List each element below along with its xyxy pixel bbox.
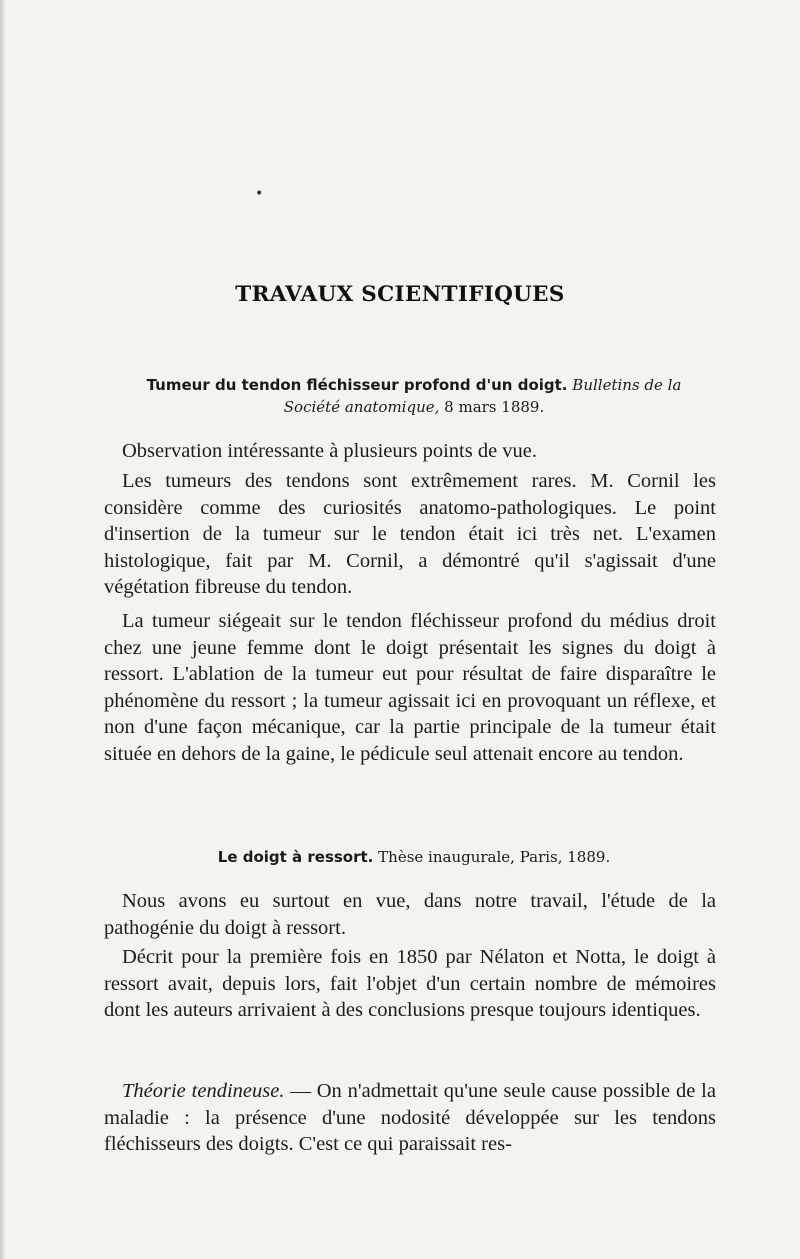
stray-mark: • bbox=[255, 186, 264, 202]
paragraph-tumeur-siegeait: La tumeur siégeait sur le tendon fléchisseur profond du médius droit chez une jeune femme dont le doigt présentait les signes du doigt à ressort. L'ablation de la tumeur eut pour résultat de faire disparaître le phénomène du ressort ; la tumeur agissait ici en provoquant un réflexe, et non d'une façon mécanique, car la partie principale de la tumeur était située en dehors de la gaine, le pédicule seul attenait encore au tendon. bbox=[104, 610, 716, 765]
entry-journal-continued: Société anatomique, bbox=[283, 398, 440, 416]
entry-heading-doigt-ressort bbox=[104, 846, 724, 868]
entry-journal: Bulletins de la bbox=[572, 376, 682, 394]
page-edge-shadow bbox=[0, 0, 6, 1259]
paragraph-text: — On n'admettait qu'une seule cause possible de la maladie : la présence d'une nodosité développée sur les tendons fléchisseurs des doigts. C'est ce qui paraissait res- bbox=[104, 1080, 716, 1155]
section-label: Théorie tendineuse. bbox=[122, 1080, 285, 1102]
entry-date: 8 mars 1889. bbox=[444, 398, 545, 416]
paragraph-travail: Nous avons eu surtout en vue, dans notre travail, l'étude de la pathogénie du doigt à ressort. bbox=[104, 890, 716, 939]
paragraph-tumeurs-rares: Les tumeurs des tendons sont extrêmement rares. M. Cornil les considère comme des curiosités anatomo-pathologiques. Le point d'insertion de la tumeur sur le tendon était ici très net. L'examen histologique, fait par M. Cornil, a démontré qu'il s'agissait d'une végétation fibreuse du tendon. bbox=[104, 470, 716, 598]
paragraph-theorie-tendineuse bbox=[104, 1078, 716, 1158]
paragraph-observation: Observation intéressante à plusieurs points de vue. bbox=[122, 440, 538, 462]
entry-reference: Thèse inaugurale, Paris, 1889. bbox=[378, 848, 611, 866]
entry-title: Le doigt à ressort. bbox=[217, 848, 374, 866]
paragraph-decrit: Décrit pour la première fois en 1850 par Nélaton et Notta, le doigt à ressort avait, depuis lors, fait l'objet d'un certain nombre de mémoires dont les auteurs arrivaient à des conclusions presque toujours identiques. bbox=[104, 946, 716, 1021]
entry-heading-tumeur bbox=[104, 374, 724, 418]
page-title: TRAVAUX SCIENTIFIQUES bbox=[235, 282, 565, 307]
entry-title: Tumeur du tendon fléchisseur profond d'un doigt. bbox=[146, 376, 568, 394]
